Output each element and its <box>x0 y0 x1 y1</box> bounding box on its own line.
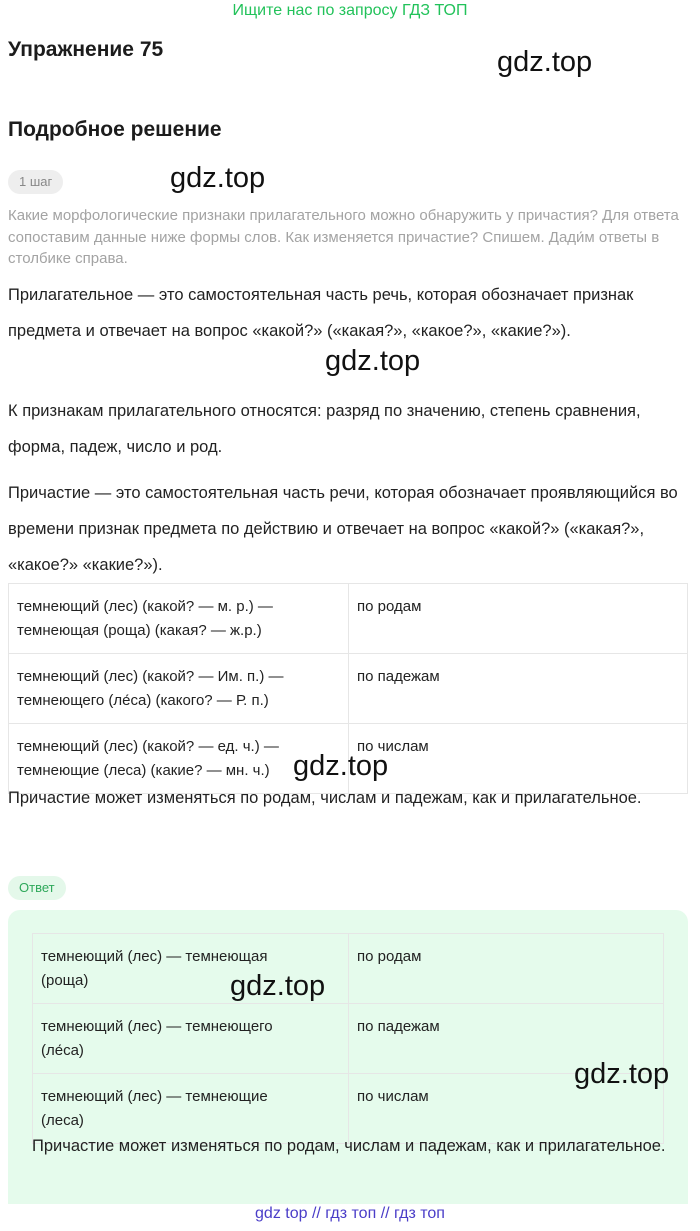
cell-line: темнеющий (лес) (какой? — ед. ч.) — <box>17 738 279 755</box>
table-cell <box>9 584 349 654</box>
paragraph-conclusion: Причастие может изменяться по родам, числам и падежам, как и прилагательное. <box>8 789 642 807</box>
cell-line: темнеющая (роща) (какая? — ж.р.) <box>17 622 262 639</box>
watermark: gdz.top <box>293 750 389 782</box>
cell-line: темнеющий (лес) — темнеющего <box>41 1018 273 1035</box>
cell-line: темнеющий (лес) (какой? — м. р.) — <box>17 598 273 615</box>
footer-links[interactable]: gdz top // гдз топ // гдз топ <box>255 1205 445 1222</box>
question-text: Какие морфологические признаки прилагательного можно обнаружить у причастия? Для ответа сопоставим данные ниже формы слов. Как изменяется причастие? Спишем. Дади́м ответы в столбике справа. <box>8 207 679 267</box>
top-banner: Ищите нас по запросу ГДЗ ТОП <box>232 2 468 19</box>
table-cell <box>33 1004 349 1074</box>
paragraph-adjective-features: К признакам прилагательного относятся: разряд по значению, степень сравнения, форма, падеж, число и род. <box>8 402 641 456</box>
table-row <box>9 584 688 654</box>
table-row <box>33 934 664 1004</box>
cell-line: (леса) <box>41 1112 84 1129</box>
table-row <box>33 1004 664 1074</box>
table-cell: по родам <box>349 934 664 1004</box>
table-cell: по падежам <box>349 1004 664 1074</box>
table-cell: по родам <box>349 584 688 654</box>
table-row <box>9 654 688 724</box>
watermark: gdz.top <box>574 1058 670 1090</box>
watermark: gdz.top <box>497 46 593 78</box>
table-cell: по числам <box>349 1074 664 1144</box>
answer-badge: Ответ <box>8 876 66 900</box>
cell-line: темнеющий (лес) — темнеющая <box>41 948 268 965</box>
section-title: Подробное решение <box>8 118 222 141</box>
cell-line: темнеющий (лес) (какой? — Им. п.) — <box>17 668 284 685</box>
exercise-title: Упражнение 75 <box>8 38 164 61</box>
paragraph-participle-definition: Причастие — это самостоятельная часть речи, которая обозначает проявляющийся во времени признак предмета по действию и отвечает на вопрос «какой?» («какая?», «какое?» «какие?»). <box>8 484 678 574</box>
step-badge: 1 шаг <box>8 170 63 194</box>
paragraph-adjective-definition: Прилагательное — это самостоятельная часть речь, которая обозначает признак предмета и отвечает на вопрос «какой?» («какая?», «какое?», «какие?»). <box>8 286 634 340</box>
cell-line: (ле́са) <box>41 1042 84 1059</box>
cell-line: темнеющие (леса) (какие? — мн. ч.) <box>17 762 270 779</box>
cell-line: темнеющего (ле́са) (какого? — Р. п.) <box>17 692 269 709</box>
cell-line: темнеющий (лес) — темнеющие <box>41 1088 268 1105</box>
watermark: gdz.top <box>325 345 421 377</box>
watermark: gdz.top <box>170 162 266 194</box>
table-cell: по числам <box>349 724 688 794</box>
answer-table <box>32 933 664 1144</box>
cell-line: (роща) <box>41 972 89 989</box>
table-cell: по падежам <box>349 654 688 724</box>
answer-text: Причастие может изменяться по родам, числам и падежам, как и прилагательное. <box>32 1137 666 1155</box>
table-cell <box>9 654 349 724</box>
watermark: gdz.top <box>230 970 326 1002</box>
